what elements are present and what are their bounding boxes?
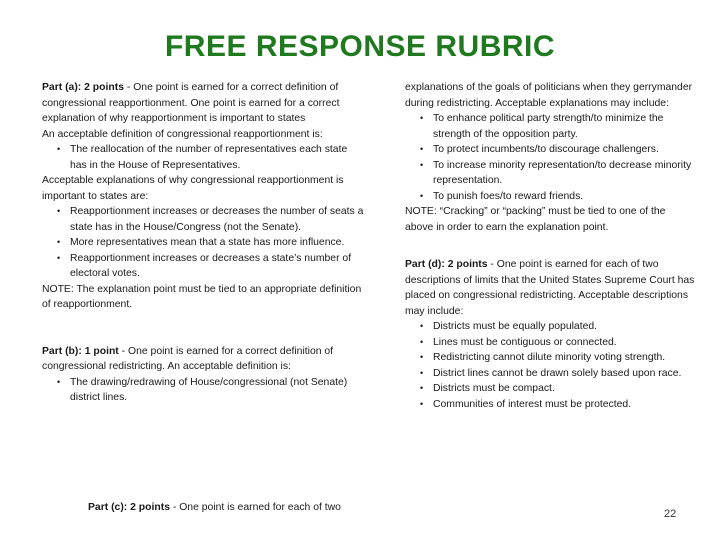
part-a-intro: Part (a): 2 points - One point is earned for a correct definition of congressional reapportionment. One point is earned for a correct explanation of why reapportionment is important to states [42, 82, 340, 124]
left-column [42, 80, 364, 406]
right-column [405, 80, 695, 412]
part-c-explanation-list [405, 111, 695, 204]
part-c-continuation: explanations of the goals of politicians when they gerrymander during redistricting. Acceptable explanations may include: [405, 82, 693, 109]
list-item: • Communities of interest must be protected. [405, 397, 695, 413]
part-b-intro: Part (b): 1 point - One point is earned for a correct definition of congressional redistricting. An acceptable definition is: [42, 345, 334, 372]
page-title: FREE RESPONSE RUBRIC [164, 30, 556, 63]
part-d-intro: Part (d): 2 points - One point is earned for each of two descriptions of limits that the United States Supreme Court has placed on congressional redistricting. Acceptable descriptions may include: [405, 259, 695, 317]
part-c-intro: Part (c): 2 points - One point is earned for each of two [88, 502, 341, 513]
part-a-definition-heading: An acceptable definition of congressional reapportionment is: [42, 128, 323, 140]
part-a-definition-list [42, 142, 364, 173]
part-b-definition-list [42, 375, 364, 406]
part-a-note: NOTE: The explanation point must be tied to an appropriate definition of reapportionment. [42, 283, 362, 310]
list-item: • To punish foes/to reward friends. [405, 189, 695, 205]
part-a-explanation-heading: Acceptable explanations of why congressional reapportionment is important to states are: [42, 175, 344, 202]
list-item: • Reapportionment increases or decreases a state’s number of electoral votes. [42, 251, 364, 282]
list-item: • Districts must be equally populated. [405, 319, 695, 335]
list-item: • Districts must be compact. [405, 381, 695, 397]
list-item: • To increase minority representation/to decrease minority representation. [405, 158, 695, 189]
list-item: • The drawing/redrawing of House/congressional (not Senate) district lines. [42, 375, 364, 406]
part-c-note: NOTE: “Cracking” or “packing” must be tied to one of the above in order to earn the explanation point. [405, 206, 666, 233]
list-item: • Redistricting cannot dilute minority voting strength. [405, 350, 695, 366]
list-item: • District lines cannot be drawn solely based upon race. [405, 366, 695, 382]
part-b-label: Part (b): 1 point [42, 345, 119, 357]
part-c-label: Part (c): 2 points [88, 502, 170, 513]
part-a-label: Part (a): 2 points [42, 82, 124, 93]
list-item: • The reallocation of the number of representatives each state has in the House of Representatives. [42, 142, 364, 173]
part-d-description-list [405, 319, 695, 412]
part-d-label: Part (d): 2 points [405, 259, 488, 270]
list-item: • To protect incumbents/to discourage challengers. [405, 142, 695, 158]
list-item: • To enhance political party strength/to minimize the strength of the opposition party. [405, 111, 695, 142]
list-item: • Reapportionment increases or decreases the number of seats a state has in the House/Congress (not the Senate). [42, 204, 364, 235]
part-a-explanation-list [42, 204, 364, 282]
list-item: • Lines must be contiguous or connected. [405, 335, 695, 351]
list-item: • More representatives mean that a state has more influence. [42, 235, 364, 251]
page-number: 22 [664, 508, 677, 520]
